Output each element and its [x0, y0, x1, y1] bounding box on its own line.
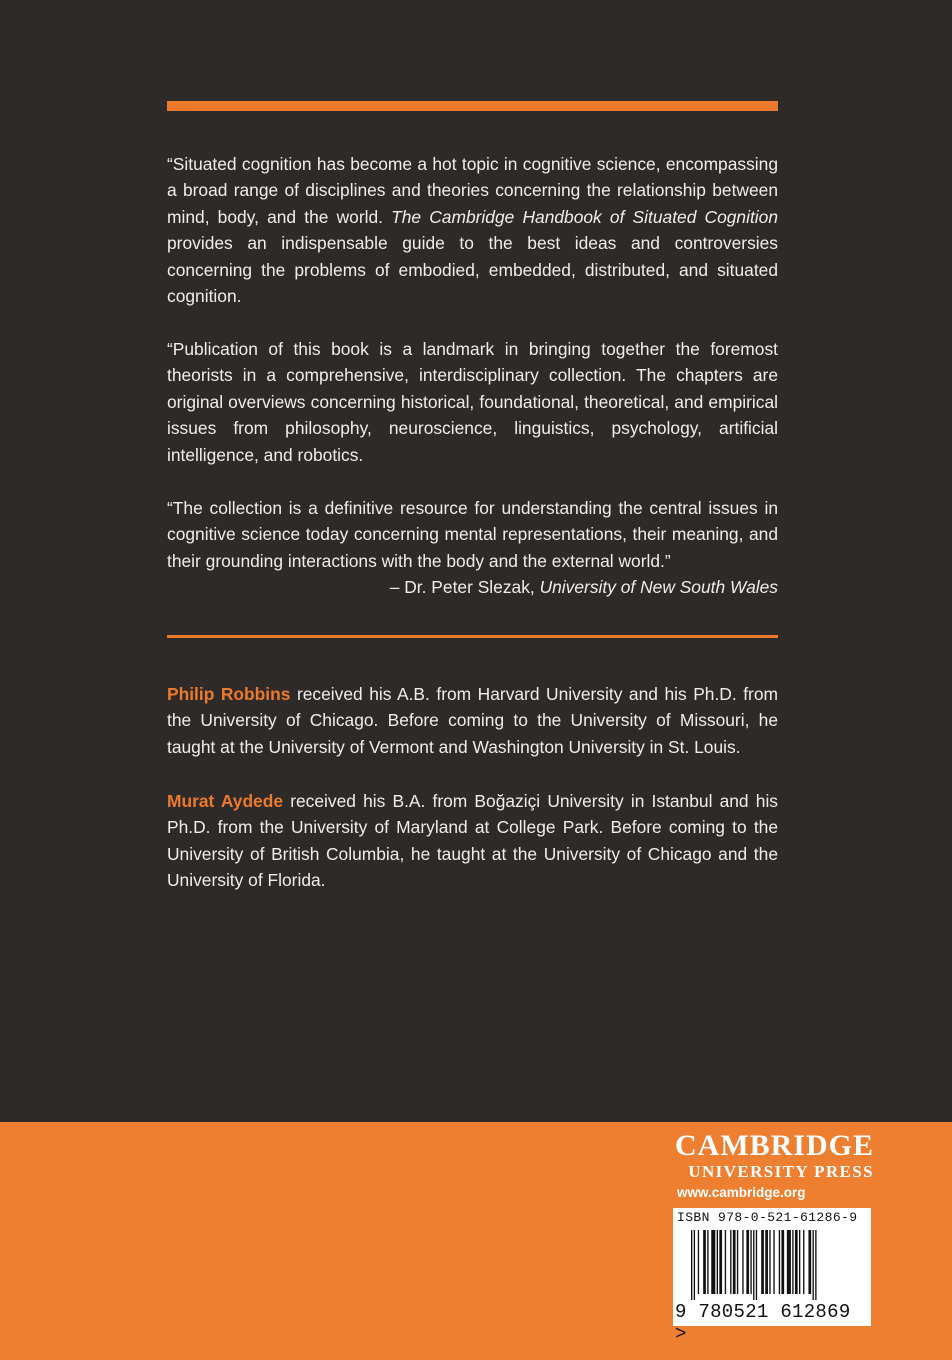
isbn-barcode [673, 1208, 871, 1345]
publisher-url: www.cambridge.org [676, 1185, 806, 1200]
barcode-bar [717, 1230, 718, 1294]
barcode-bar [795, 1230, 798, 1294]
publisher-subname: UNIVERSITY PRESS [688, 1162, 874, 1181]
endorsement-quote-3: “The collection is a definitive resource for understanding the central issues in cognitive science today concerning mental representations, their meaning, and their grounding interactions with the body and the external world.” [167, 498, 778, 571]
author-name: Murat Aydede [167, 791, 284, 811]
author-bio-text: received his A.B. from Harvard University and his Ph.D. from the University of Chicago. Before coming to the University of Missouri, he taught at the University of Vermont and Washington University in St. Louis. [167, 684, 778, 757]
barcode-bar [707, 1230, 708, 1294]
barcode-bars [677, 1230, 867, 1300]
barcode-bar [808, 1230, 811, 1294]
endorsement-quote-2: “Publication of this book is a landmark in bringing together the foremost theorists in a comprehensive, interdisciplinary collection. The chapters are original overviews concerning historical, foundational, theoretical, and empirical issues from philosophy, neuroscience, linguistics, psychology, artificial intelligence, and robotics. [167, 339, 778, 465]
barcode-bar [792, 1230, 793, 1294]
middle-accent-rule [167, 635, 778, 638]
barcode-bar [711, 1230, 715, 1294]
barcode-bar [698, 1230, 699, 1294]
barcode-bar [733, 1230, 736, 1294]
quote-attribution [167, 574, 778, 600]
top-accent-rule [167, 101, 778, 111]
quote-1-text-start: “Situated cognition has become a hot topic in cognitive science, encompassing a broad range of disciplines and theories concerning the relationship between mind, body, and the world. [167, 154, 778, 227]
barcode-bar [730, 1230, 731, 1294]
endorsement-quote-1 [167, 151, 778, 309]
barcode-bar [799, 1230, 800, 1294]
book-title: The Cambridge Handbook of Situated Cognition [391, 206, 778, 227]
quote-1-text-end: provides an indispensable guide to the best ideas and controversies concerning the problems of embodied, embedded, distributed, and situated cognition. [167, 233, 778, 307]
isbn-label: ISBN 978-0-521-61286-9 [677, 1210, 858, 1225]
barcode-bar [750, 1230, 751, 1294]
barcode-bar [753, 1230, 754, 1300]
barcode-bar [781, 1230, 784, 1294]
barcode-bar [756, 1230, 757, 1300]
attribution-affiliation: University of New South Wales [539, 577, 778, 597]
barcode-bar [691, 1230, 692, 1300]
barcode-bar [703, 1230, 706, 1294]
barcode-bar [803, 1230, 804, 1294]
attribution-name: – Dr. Peter Slezak, [389, 577, 540, 597]
barcode-bar [694, 1230, 695, 1300]
barcode-bar [737, 1230, 738, 1294]
publisher-name: CAMBRIDGE [674, 1129, 874, 1162]
barcode-bar [719, 1230, 722, 1294]
publisher-logo [675, 1130, 874, 1204]
barcode-bar [769, 1230, 770, 1294]
author-bio-2 [167, 788, 778, 894]
barcode-bar [813, 1230, 814, 1300]
barcode-bar [787, 1230, 791, 1294]
author-bio-text: received his B.A. from Boğaziçi University in Istanbul and his Ph.D. from the University of Maryland at College Park. Before coming to the University of British Columbia, he taught at the University of Chicago and the University of Florida. [167, 791, 778, 891]
barcode-bar [773, 1230, 774, 1294]
barcode-bar [761, 1230, 764, 1294]
author-name: Philip Robbins [167, 684, 291, 704]
barcode-digits: 9 780521 612869 > [675, 1301, 851, 1345]
barcode-bar [742, 1230, 743, 1294]
barcode-bar [746, 1230, 749, 1294]
barcode-bar [815, 1230, 816, 1300]
barcode-bar [725, 1230, 726, 1294]
barcode-bar [765, 1230, 768, 1294]
barcode-bar [779, 1230, 780, 1294]
author-bio-1 [167, 681, 778, 760]
